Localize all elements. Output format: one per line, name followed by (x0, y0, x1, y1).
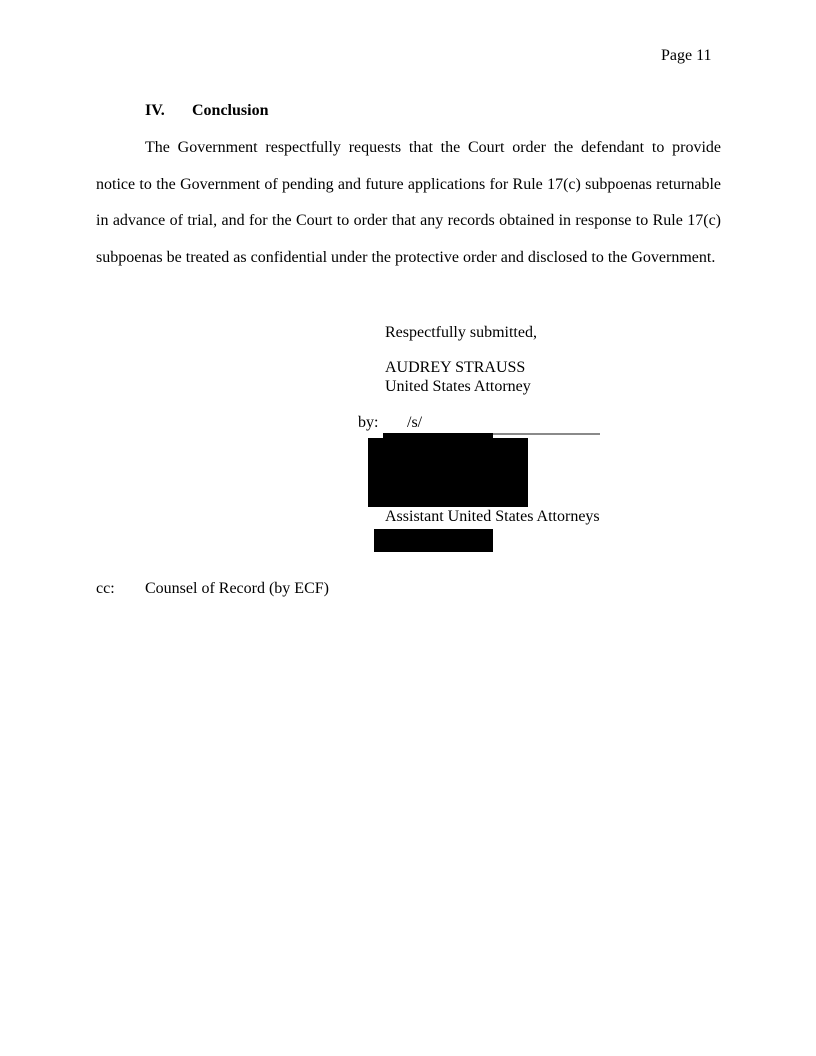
signature-closing: Respectfully submitted, (385, 324, 537, 341)
redaction-box (368, 438, 528, 507)
signer-title: United States Attorney (385, 377, 531, 395)
signer-block (385, 359, 531, 396)
signer-name: AUDREY STRAUSS (385, 359, 526, 376)
cc-label: cc: (96, 580, 115, 597)
cc-value: Counsel of Record (by ECF) (145, 580, 329, 597)
section-heading (145, 101, 268, 120)
attorneys-title-line: Assistant United States Attorneys (385, 508, 600, 525)
signature-mark: /s/ (407, 414, 423, 431)
by-label: by: (358, 414, 379, 431)
conclusion-paragraph: The Government respectfully requests that the Court order the defendant to provide notice to the Government of pending and future applications for Rule 17(c) subpoenas returnable in advance of trial, and for the Court to order that any records obtained in response to Rule 17(c) subpoenas be treated as confidential under the protective order and disclosed to the Government. (96, 139, 721, 266)
signature-line (385, 413, 600, 435)
section-heading-title: Conclusion (192, 102, 269, 119)
redaction-box (374, 529, 493, 552)
section-heading-numeral: IV. (145, 102, 165, 119)
page-number: Page 11 (661, 47, 712, 64)
